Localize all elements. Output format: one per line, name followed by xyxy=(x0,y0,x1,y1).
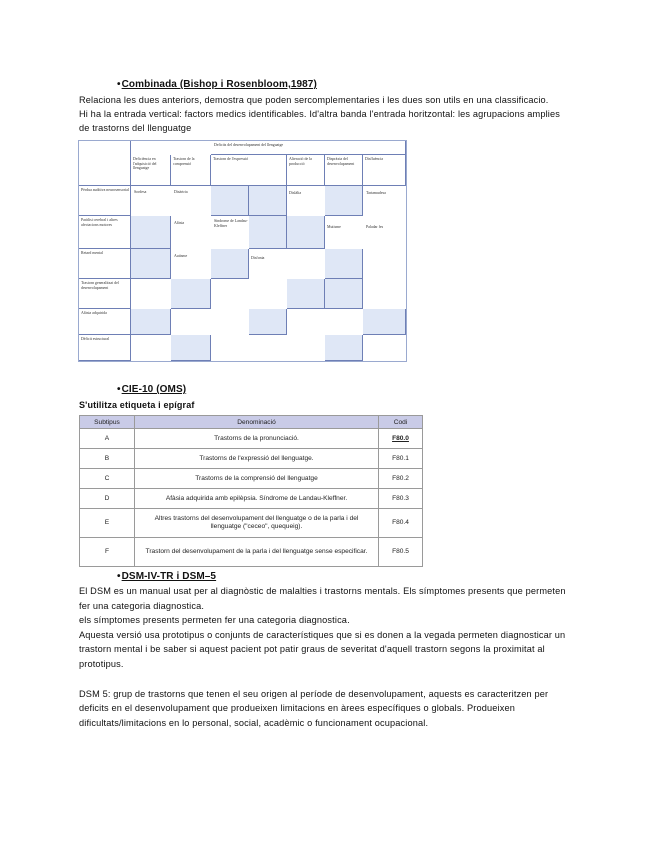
figure-col-header-cell xyxy=(171,155,211,186)
figure-row-header-cell xyxy=(79,309,131,335)
code-cell: F80.3 xyxy=(379,489,423,509)
cie10-heading xyxy=(117,384,186,395)
dsm5-line: deficits en el desenvolupament que produeixen limitacions en àrees específiques o globals. Produeixen xyxy=(79,703,515,713)
figure-grid-cell xyxy=(211,249,249,279)
figure-grid-cell xyxy=(171,335,211,361)
figure-grid-cell xyxy=(131,249,171,279)
figure-col-header-cell xyxy=(131,155,171,186)
figure-top-header: Deficits del desenvolupament del llenguatge xyxy=(214,143,284,147)
figure-col-header: Disfluència xyxy=(365,157,383,161)
figure-row-header: Afàsia adquirida xyxy=(81,311,107,315)
figure-col-header: Alteració de la producció xyxy=(289,157,312,166)
denomination-cell: Trastorns de l'expressió del llenguatge. xyxy=(135,449,379,469)
figure-entry: Disfonia xyxy=(251,256,265,260)
figure-grid-cell xyxy=(325,186,363,216)
table-row xyxy=(80,489,423,509)
figure-col-header: Dispràxia del desenvolupament xyxy=(327,157,355,166)
figure-col-header: Trastorn de la comprensió xyxy=(173,157,195,166)
code-cell: F80.1 xyxy=(379,449,423,469)
figure-col-header-cell xyxy=(211,155,287,186)
code-cell: F80.2 xyxy=(379,469,423,489)
dsm-line: trastorn mental i be saber si aquest pacient pot patir graus de severitat d'aquell trastorn segons la proximitat al xyxy=(79,644,545,654)
figure-row-header: Pèrdua auditiva neurosensorial xyxy=(81,188,129,192)
column-header: Subtipus xyxy=(80,416,135,429)
subtype-cell: C xyxy=(80,469,135,489)
dsm-line: els símptomes presents permeten fer una categoria diagnostica. xyxy=(79,615,350,625)
classification-figure xyxy=(78,140,407,362)
figure-col-header: Deficiència en l'adquisició del llenguatge xyxy=(133,157,157,171)
figure-entry: Paladar fes xyxy=(366,225,384,229)
subtype-cell: D xyxy=(80,489,135,509)
figure-row-header: Retard mental xyxy=(81,251,103,255)
figure-entry: Sordesa xyxy=(134,190,147,194)
subtype-cell: B xyxy=(80,449,135,469)
figure-col-header-cell xyxy=(363,155,406,186)
figure-grid-cell xyxy=(325,249,363,279)
bullet-icon: • xyxy=(117,384,121,395)
figure-entry: Autisme xyxy=(174,254,188,258)
combinada-line: de trastorns del llenguatge xyxy=(79,123,192,133)
denomination-cell: Afàsia adquirida amb epilèpsia. Síndrome de Landau-Kleffner. xyxy=(135,489,379,509)
figure-grid-cell xyxy=(171,279,211,309)
bullet-icon: • xyxy=(117,79,121,90)
dsm-heading-text: DSM-IV-TR i DSM–5 xyxy=(121,571,217,582)
table-row xyxy=(80,469,423,489)
subtype-cell: F xyxy=(80,538,135,567)
table-row xyxy=(80,429,423,449)
figure-row-header: Paràlisi cerebral i altres afectacions motores xyxy=(81,218,118,227)
denomination-cell: Trastorn del desenvolupament de la parla i del llenguatge sense especificar. xyxy=(135,538,379,567)
column-header: Codi xyxy=(379,416,423,429)
figure-entry: Síndrome de Landau-Kleffner xyxy=(214,219,248,228)
code-cell: F80.0 xyxy=(379,429,423,449)
figure-grid-cell xyxy=(249,309,287,335)
figure-grid-cell xyxy=(363,309,406,335)
combinada-line: Hi ha la entrada vertical: factors medics identificables. Id'altra banda l'entrada horitzontal: les agrupacions amplies xyxy=(79,109,560,119)
figure-entry: Disàrtria xyxy=(174,190,188,194)
table-header-row xyxy=(80,416,423,429)
figure-entry: Tartamudesa xyxy=(366,191,386,195)
cie10-subtitle: S'utilitza etiqueta i epígraf xyxy=(79,400,195,410)
figure-grid-cell xyxy=(287,216,325,249)
bullet-icon: • xyxy=(117,571,121,582)
figure-row-header-cell xyxy=(79,335,131,361)
subtype-cell: E xyxy=(80,509,135,538)
dsm-heading xyxy=(117,571,216,582)
figure-entry: Mutisme xyxy=(327,225,341,229)
figure-grid-cell xyxy=(131,309,171,335)
figure-entry: Afàsia xyxy=(174,221,185,225)
denomination-cell: Trastorns de la pronunciació. xyxy=(135,429,379,449)
figure-row-header-cell xyxy=(79,186,131,216)
figure-col-header-cell xyxy=(287,155,325,186)
figure-row-header: Dèficit estructural xyxy=(81,337,110,341)
table-row xyxy=(80,538,423,567)
cie10-table xyxy=(79,415,423,567)
dsm5-line: DSM 5: grup de trastorns que tenen el seu origen al període de desenvolupament, aquests es caracteritzen per xyxy=(79,689,549,699)
dsm-line: fer una categoria diagnostica. xyxy=(79,601,205,611)
denomination-cell: Altres trastorns del desenvolupament del llenguatge o de la parla i del llenguatge ("ceceo", quequeig). xyxy=(135,509,379,538)
code-cell: F80.4 xyxy=(379,509,423,538)
figure-entry: Dislàlia xyxy=(289,191,302,195)
figure-col-header-cell xyxy=(325,155,363,186)
dsm-line: Aquesta versió usa prototipus o conjunts de característiques que si es donen a la vegada permeten diagnosticar un xyxy=(79,630,566,640)
figure-grid-cell xyxy=(249,186,287,216)
figure-grid-cell xyxy=(325,279,363,309)
figure-row-header-cell xyxy=(79,279,131,309)
dsm5-line: dificultats/limitacions en lo personal, social, acadèmic o funcionament ocupacional. xyxy=(79,718,429,728)
dsm-line: El DSM es un manual usat per al diagnòstic de malalties i trastorns mentals. Els símptomes presents que permeten xyxy=(79,586,566,596)
combinada-line: Relaciona les dues anteriors, demostra que poden sercomplementaries i les dues son utils en una classificacio. xyxy=(79,95,549,105)
figure-grid-cell xyxy=(211,186,249,216)
table-row xyxy=(80,449,423,469)
figure-row-header: Trastorn generalitzat del desenvolupament xyxy=(81,281,119,290)
figure-grid-cell xyxy=(131,216,171,249)
code-cell: F80.5 xyxy=(379,538,423,567)
figure-grid-cell xyxy=(249,216,287,249)
combinada-heading-text: Combinada (Bishop i Rosenbloom,1987) xyxy=(121,79,317,90)
combinada-heading xyxy=(117,79,317,90)
figure-corner-cell xyxy=(79,141,131,186)
denomination-cell: Trastorns de la comprensió del llenguatge xyxy=(135,469,379,489)
column-header: Denominació xyxy=(135,416,379,429)
figure-col-header: Trastorn de l'expressió xyxy=(213,157,249,161)
figure-row-header-cell xyxy=(79,216,131,249)
subtype-cell: A xyxy=(80,429,135,449)
dsm-line: prototipus. xyxy=(79,659,124,669)
figure-grid-cell xyxy=(325,335,363,361)
figure-grid-cell xyxy=(287,279,325,309)
figure-row-header-cell xyxy=(79,249,131,279)
cie10-heading-text: CIE-10 (OMS) xyxy=(121,384,187,395)
figure-top-header-cell xyxy=(211,141,406,155)
table-row xyxy=(80,509,423,538)
